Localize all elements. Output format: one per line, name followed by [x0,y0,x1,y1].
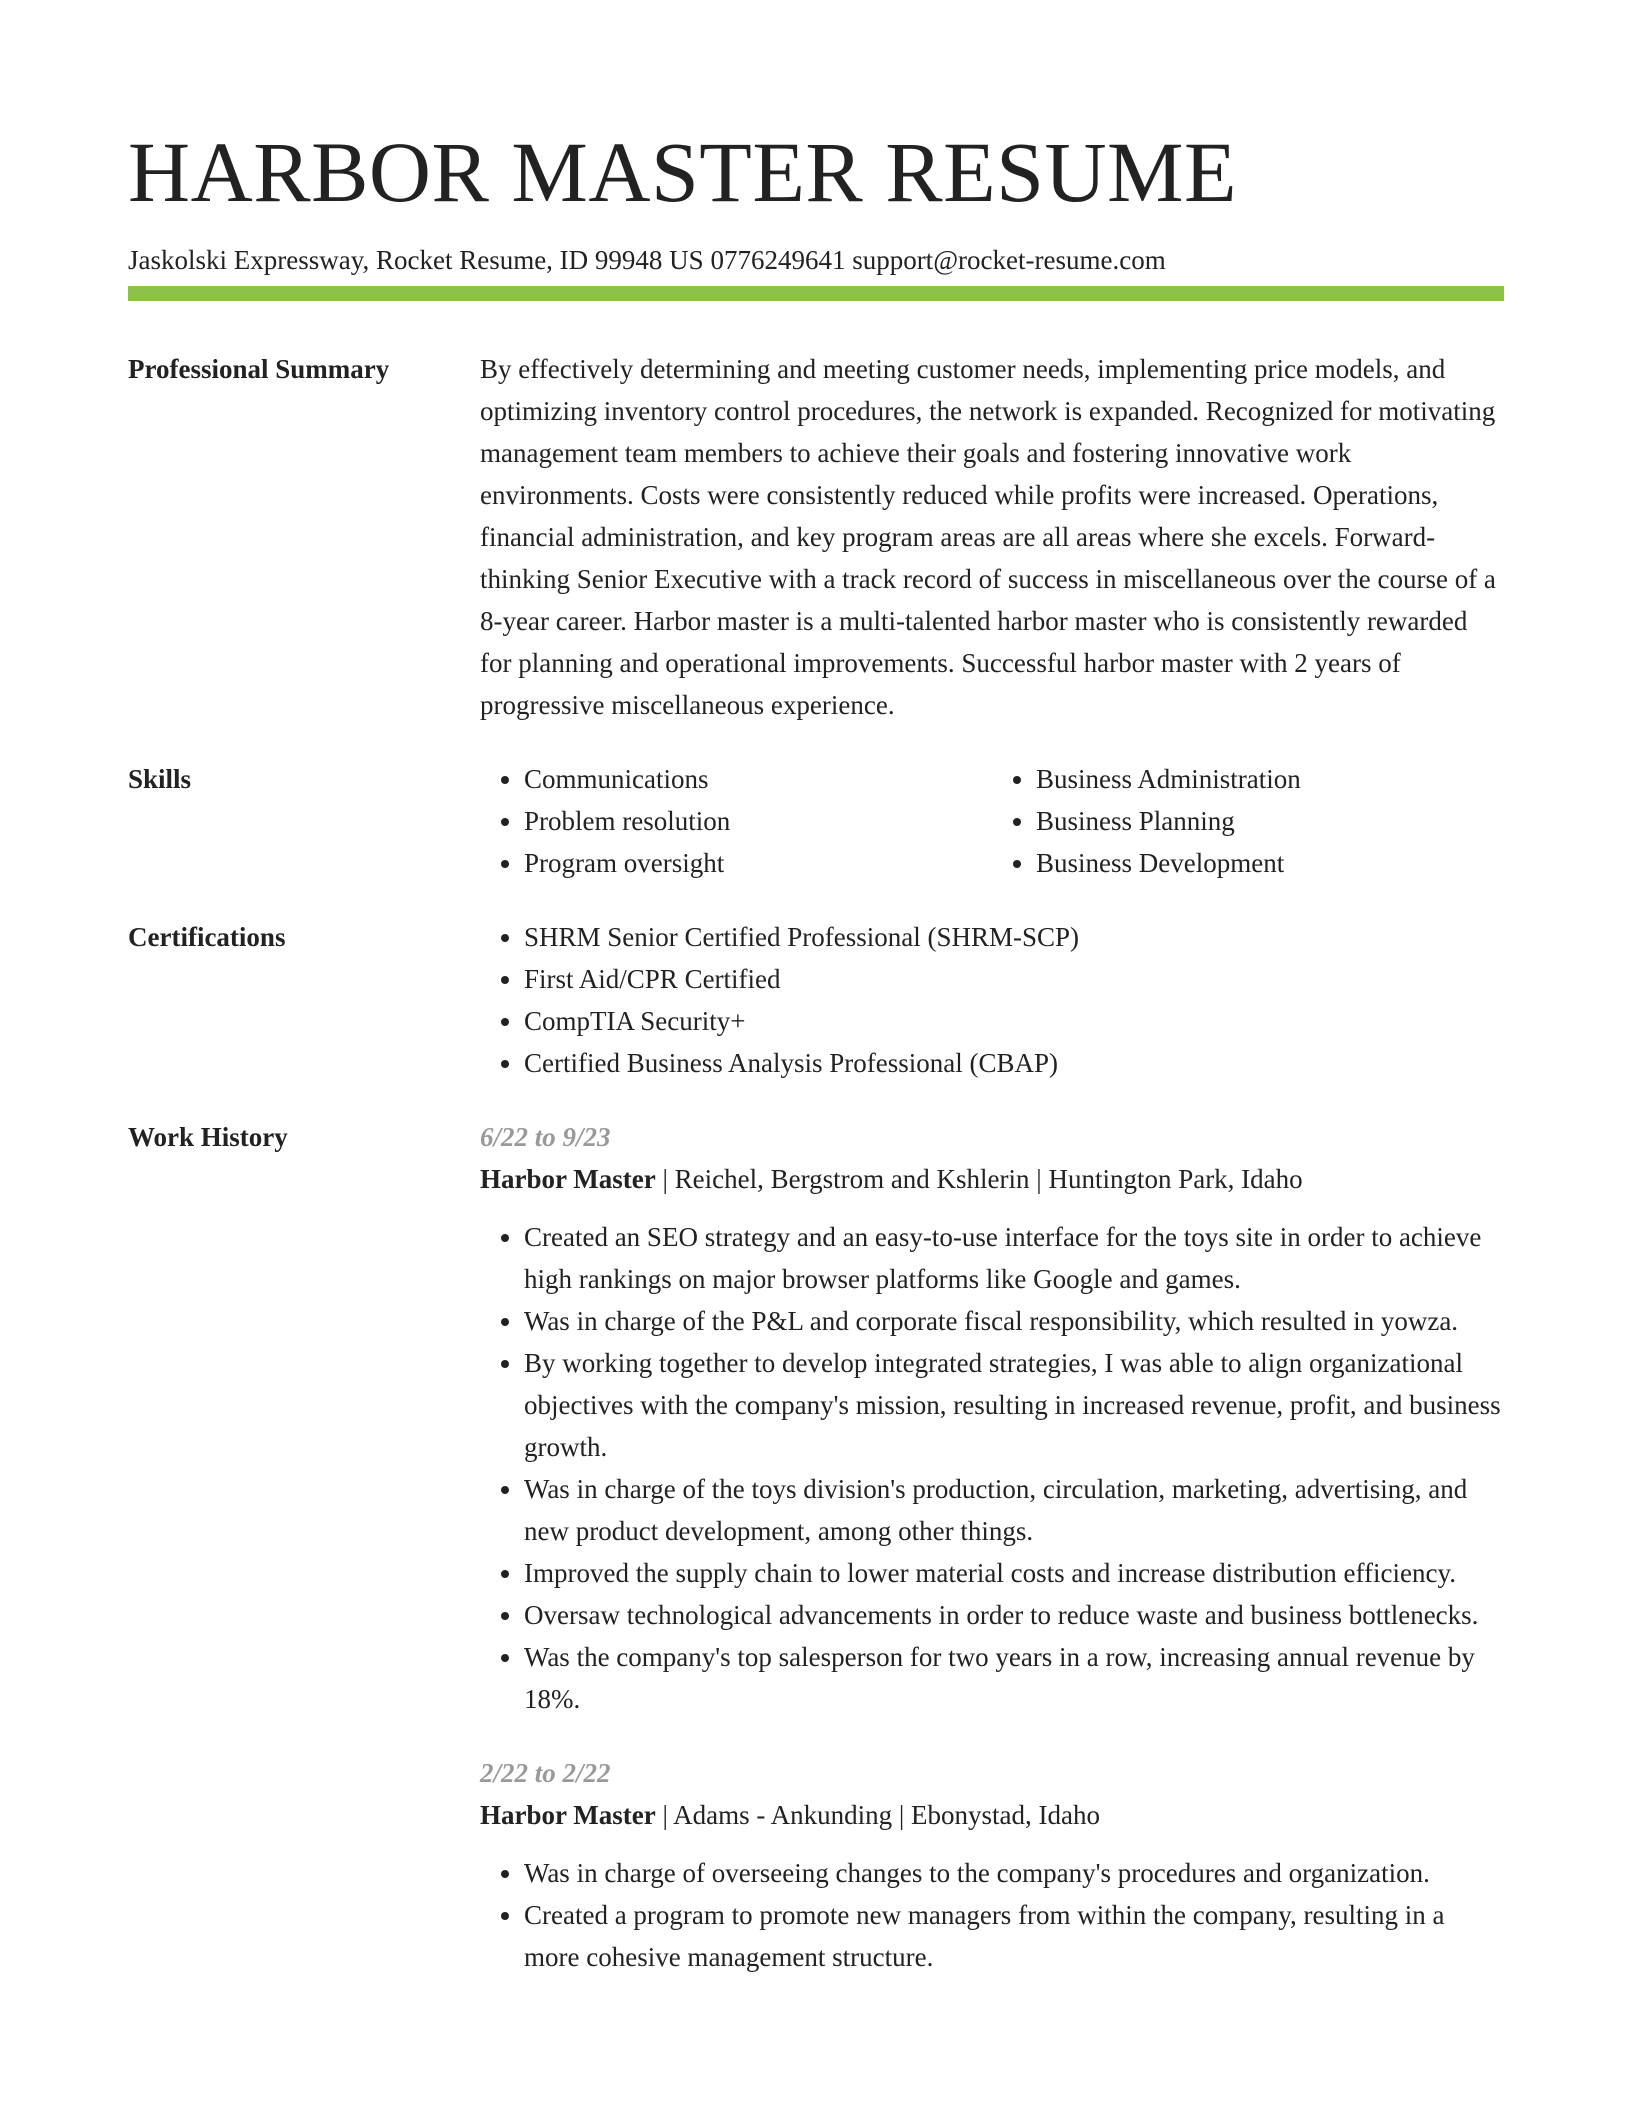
job-bullet: • Created a program to promote new managers from within the company, resulting in a more cohesive management structure. [524,1894,1504,1978]
work-history-section [128,1116,1504,2010]
job-heading [480,1158,1504,1200]
certifications-section [128,916,1504,1084]
summary-section [128,348,1504,726]
resume-header [128,118,1504,278]
job-heading [480,1794,1504,1836]
work-history-label: Work History [128,1122,288,1152]
job-bullet: • Oversaw technological advancements in order to reduce waste and business bottlenecks. [524,1594,1504,1636]
page-title: HARBOR MASTER RESUME [128,124,1238,220]
skill-item: • Communications [524,758,992,800]
skill-item: • Business Development [1036,842,1504,884]
summary-text: By effectively determining and meeting customer needs, implementing price models, and optimizing inventory control procedures, the network is expanded. Recognized for motivating management team members to achieve their goals and fostering innovative work environments. Costs were consistently reduced while profits were increased. Operations, financial administration, and key program areas are all areas where she excels. Forward-thinking Senior Executive with a track record of success in miscellaneous over the course of a 8-year career. Harbor master is a multi-talented harbor master who is consistently rewarded for planning and operational improvements. Successful harbor master with 2 years of progressive miscellaneous experience. [480,354,1496,720]
contact-info: Jaskolski Expressway, Rocket Resume, ID 99948 US 0776249641 support@rocket-resume.com [128,245,1166,275]
job-title: Harbor Master [480,1164,656,1194]
job-bullet: • Was in charge of overseeing changes to the company's procedures and organization. [524,1852,1504,1894]
certification-item: • First Aid/CPR Certified [524,958,1504,1000]
job-bullets [480,1216,1504,1720]
job-bullet: • By working together to develop integrated strategies, I was able to align organizational objectives with the company's mission, resulting in increased revenue, profit, and business growth. [524,1342,1504,1468]
resume-body [128,348,1504,2042]
skills-label: Skills [128,764,192,794]
certification-item: • SHRM Senior Certified Professional (SHRM-SCP) [524,916,1504,958]
job-bullet: • Improved the supply chain to lower material costs and increase distribution efficiency. [524,1552,1504,1594]
job-bullet: • Was in charge of the toys division's production, circulation, marketing, advertising, and new product development, among other things. [524,1468,1504,1552]
certification-item: • CompTIA Security+ [524,1000,1504,1042]
job-entry [480,1752,1504,1978]
job-title: Harbor Master [480,1800,656,1830]
job-bullet: • Was in charge of the P&L and corporate fiscal responsibility, which resulted in yowza. [524,1300,1504,1342]
skills-list-left [480,758,992,884]
certifications-list [480,916,1504,1084]
job-bullet: • Created an SEO strategy and an easy-to-use interface for the toys site in order to achieve high rankings on major browser platforms like Google and games. [524,1216,1504,1300]
skill-item: • Program oversight [524,842,992,884]
skills-section [128,758,1504,884]
skill-item: • Business Administration [1036,758,1504,800]
job-entry [480,1116,1504,1720]
header-divider [128,286,1504,301]
skills-list-right [992,758,1504,884]
job-bullets [480,1852,1504,1978]
job-dates: 6/22 to 9/23 [480,1122,611,1152]
certification-item: • Certified Business Analysis Professional (CBAP) [524,1042,1504,1084]
certifications-label: Certifications [128,922,286,952]
job-details: | Reichel, Bergstrom and Kshlerin | Huntington Park, Idaho [655,1164,1303,1194]
job-bullet: • Was the company's top salesperson for two years in a row, increasing annual revenue by 18%. [524,1636,1504,1720]
summary-label: Professional Summary [128,354,390,384]
job-dates: 2/22 to 2/22 [480,1758,611,1788]
skill-item: • Problem resolution [524,800,992,842]
skill-item: • Business Planning [1036,800,1504,842]
job-details: | Adams - Ankunding | Ebonystad, Idaho [655,1800,1100,1830]
